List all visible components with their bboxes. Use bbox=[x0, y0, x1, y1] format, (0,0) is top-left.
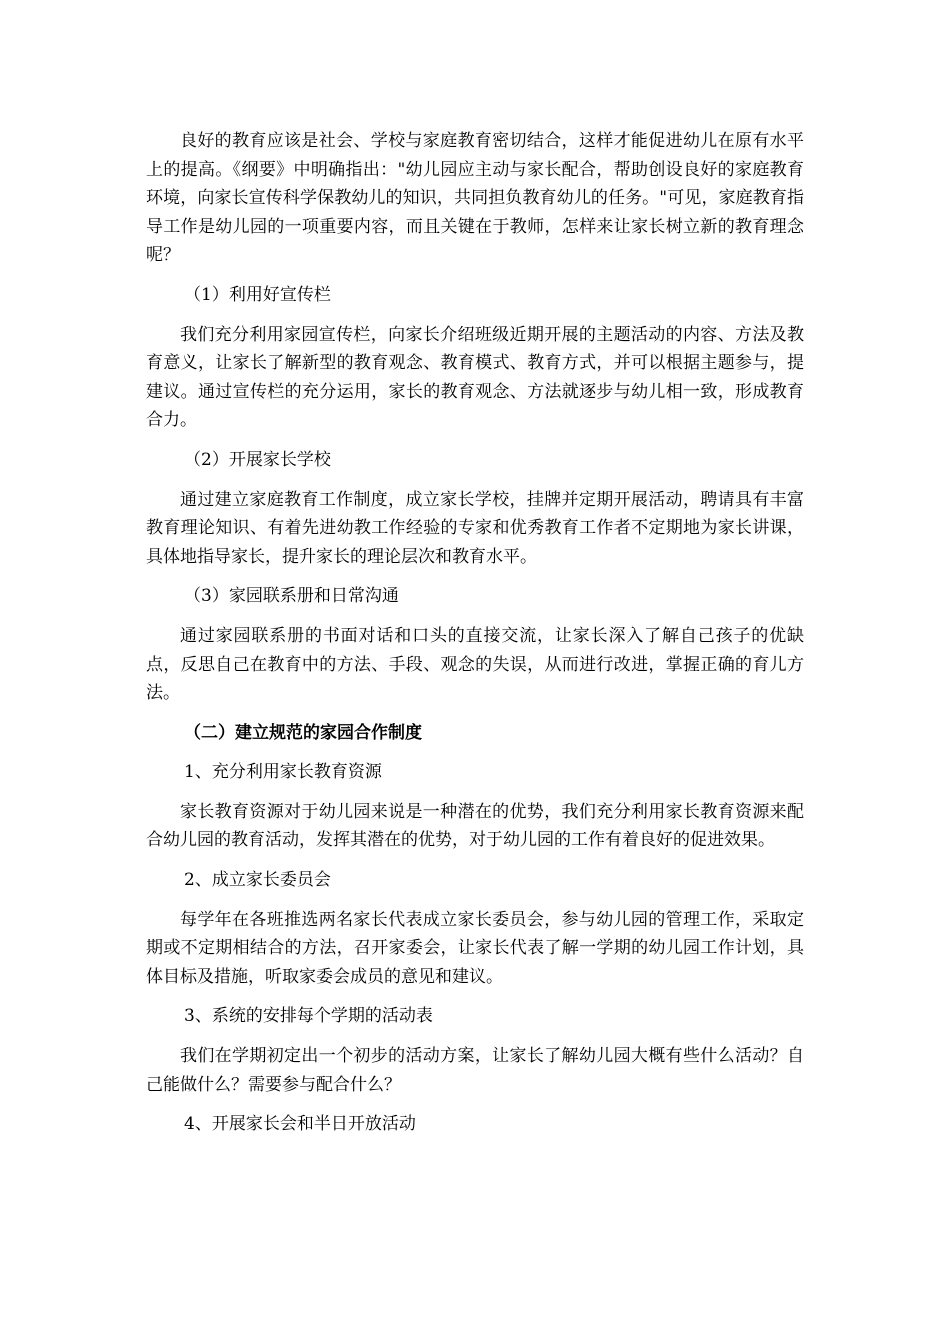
paragraph-parent-resources: 家长教育资源对于幼儿园来说是一种潜在的优势，我们充分利用家长教育资源来配合幼儿园的教育活动，发挥其潜在的优势，对于幼儿园的工作有着良好的促进效果。 bbox=[146, 801, 804, 851]
subheading-contact-book: （3）家园联系册和日常沟通 bbox=[184, 586, 399, 607]
item-heading-parent-resources: 1、充分利用家长教育资源 bbox=[184, 762, 382, 783]
paragraph-activity-schedule: 我们在学期初定出一个初步的活动方案，让家长了解幼儿园大概有些什么活动？自己能做什么？需要参与配合什么？ bbox=[146, 1046, 804, 1095]
paragraph-bulletin-board: 我们充分利用家园宣传栏，向家长介绍班级近期开展的主题活动的内容、方法及教育意义，让家长了解新型的教育观念、教育模式、教育方式，并可以根据主题参与，提建议。通过宣传栏的充分运用，家长的教育观念、方法就逐步与幼儿相一致，形成教育合力。 bbox=[146, 324, 804, 431]
paragraph-parent-committee: 每学年在各班推选两名家长代表成立家长委员会，参与幼儿园的管理工作，采取定期或不定期相结合的方法，召开家委会，让家长代表了解一学期的幼儿园工作计划，具体目标及措施，听取家委会成员的意见和建议。 bbox=[146, 909, 804, 987]
document-body bbox=[146, 127, 804, 1139]
subheading-parent-school: （2）开展家长学校 bbox=[184, 449, 331, 470]
paragraph-parent-school: 通过建立家庭教育工作制度，成立家长学校，挂牌并定期开展活动，聘请具有丰富教育理论知识、有着先进幼教工作经验的专家和优秀教育工作者不定期地为家长讲课，具体地指导家长，提升家长的理论层次和教育水平。 bbox=[146, 489, 804, 567]
item-heading-parent-meeting: 4、开展家长会和半日开放活动 bbox=[184, 1114, 416, 1135]
subheading-bulletin-board: （1）利用好宣传栏 bbox=[184, 284, 331, 305]
item-heading-parent-committee: 2、成立家长委员会 bbox=[184, 870, 331, 891]
section-heading-cooperation-system: （二）建立规范的家园合作制度 bbox=[184, 722, 422, 743]
intro-paragraph: 良好的教育应该是社会、学校与家庭教育密切结合，这样才能促进幼儿在原有水平上的提高。《纲要》中明确指出："幼儿园应主动与家长配合，帮助创设良好的家庭教育环境，向家长宣传科学保教幼儿的知识，共同担负教育幼儿的任务。"可见，家庭教育指导工作是幼儿园的一项重要内容，而且关键在于教师，怎样来让家长树立新的教育理念呢？ bbox=[146, 131, 804, 266]
item-heading-activity-schedule: 3、系统的安排每个学期的活动表 bbox=[184, 1006, 433, 1027]
paragraph-contact-book: 通过家园联系册的书面对话和口头的直接交流，让家长深入了解自己孩子的优缺点，反思自己在教育中的方法、手段、观念的失误，从而进行改进，掌握正确的育儿方法。 bbox=[146, 625, 804, 704]
